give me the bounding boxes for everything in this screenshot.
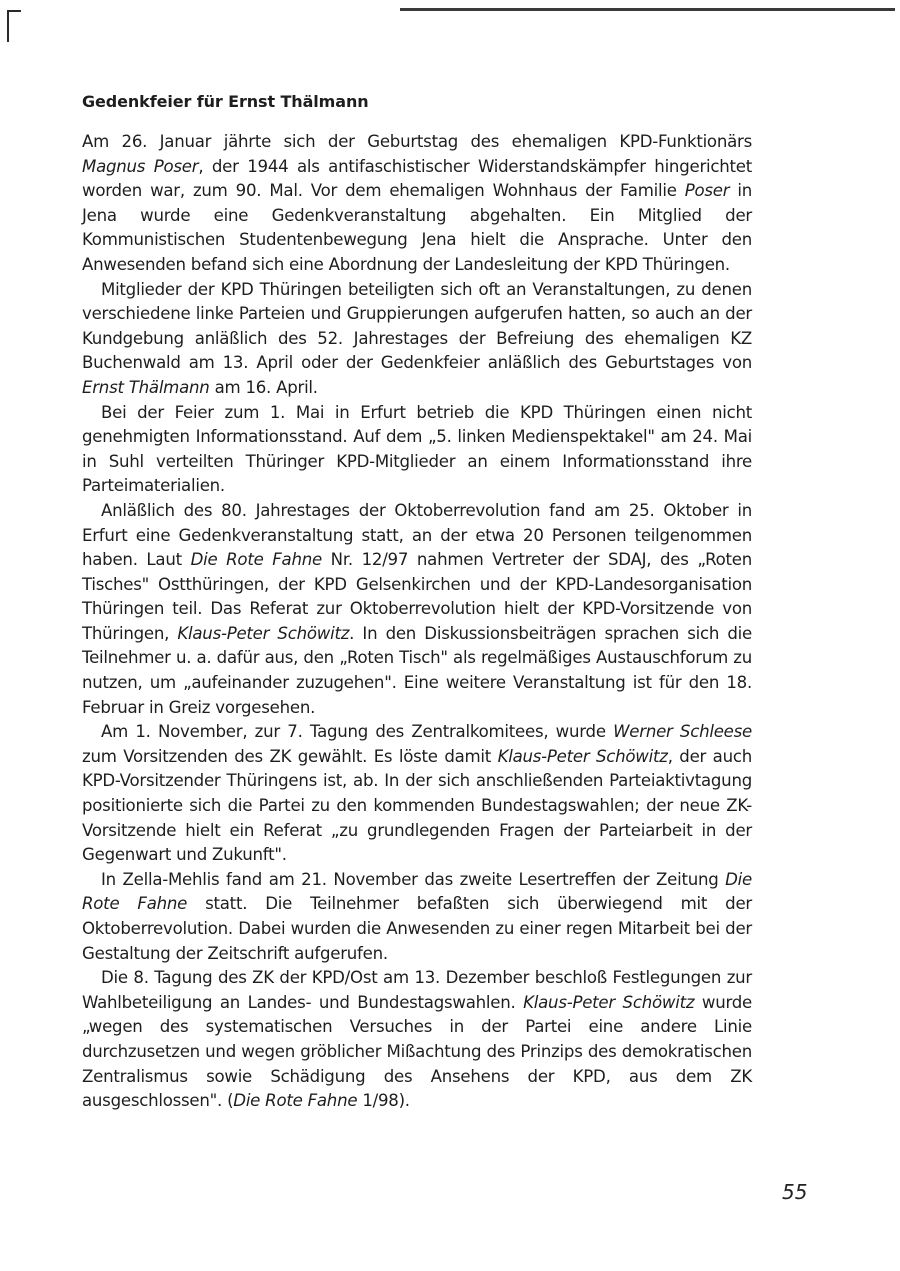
text-run: Mitglieder der KPD Thüringen beteiligten sich oft an Veranstaltungen, zu denen verschiedene linke Parteien und Gruppierungen aufgerufen hatten, so auch an der Kundgebung anläßlich des 52. Jahrestages der Befreiung des ehemaligen KZ Buchenwald am 13. April oder der Gedenkfeier anläßlich des Geburtstages von <box>82 279 752 373</box>
paragraph <box>82 868 752 966</box>
italic-name: Ernst Thälmann <box>82 377 210 397</box>
italic-name: Die Rote Fahne <box>82 869 752 914</box>
text-run: , der 1944 als antifaschistischer Widerstandskämpfer hingerichtet worden war, zum 90. Mal. Vor dem ehemaligen Wohnhaus der Familie <box>82 156 752 201</box>
italic-name: Klaus-Peter Schöwitz <box>177 623 350 643</box>
italic-name: Die Rote Fahne <box>190 550 322 570</box>
paragraph <box>82 278 752 401</box>
text-run: Bei der Feier zum 1. Mai in Erfurt betrieb die KPD Thüringen einen nicht genehmigten Informationsstand. Auf dem „5. linken Medienspektakel" am 24. Mai in Suhl verteilten Thüringer KPD-Mitglieder an einem Informationsstand ihre Parteimaterialien. <box>82 402 752 496</box>
italic-name: Magnus Poser <box>82 156 199 176</box>
text-run: zum Vorsitzenden des ZK gewählt. Es löste damit <box>82 746 498 766</box>
paragraph <box>82 499 752 720</box>
italic-name: Werner Schleese <box>613 722 752 742</box>
text-run: in Jena wurde eine Gedenkveranstaltung abgehalten. Ein Mitglied der Kommunistischen Studentenbewegung Jena hielt die Ansprache. Unter den Anwesenden befand sich eine Abordnung der Landesleitung der KPD Thüringen. <box>82 181 752 274</box>
text-run: Die 8. Tagung des ZK der KPD/Ost am 13. Dezember beschloß Festlegungen zur Wahlbeteiligung an Landes- und Bundestagswahlen. <box>82 968 752 1012</box>
text-run: statt. Die Teilnehmer befaßten sich überwiegend mit der Oktoberrevolution. Dabei wurden die Anwesenden zu einer regen Mitarbeit bei der Gestaltung der Zeitschrift aufgerufen. <box>82 894 752 963</box>
paragraph <box>82 401 752 499</box>
text-run: In Zella-Mehlis fand am 21. November das zweite Lesertreffen der Zeitung <box>101 869 726 889</box>
italic-name: Klaus-Peter Schöwitz <box>497 746 668 766</box>
text-run: Am 1. November, zur 7. Tagung des Zentralkomitees, wurde <box>101 722 614 742</box>
text-run: Nr. 12/97 nahmen Vertreter der SDAJ, des „Roten Tisches" Ostthüringen, der KPD Gelsenkirchen und der KPD-Landesorganisation Thüringen teil. Das Referat zur Oktoberrevolution hielt der KPD-Vorsitzende von Thüringen, <box>82 550 752 643</box>
page-number: 55 <box>782 1180 808 1204</box>
italic-name: Poser <box>684 181 730 201</box>
text-run: . In den Diskussionsbeiträgen sprachen sich die Teilnehmer u. a. dafür aus, den „Roten Tisch" als regelmäßiges Austauschforum zu nutzen, um „aufeinander zuzugehen". Eine weitere Veranstaltung ist für den 18. Februar in Greiz vorgesehen. <box>82 623 753 717</box>
text-run: 1/98). <box>357 1091 410 1111</box>
paragraph <box>82 720 752 868</box>
italic-name: Klaus-Peter Schöwitz <box>523 992 695 1012</box>
crop-mark <box>7 10 9 42</box>
text-run: wurde „wegen des systematischen Versuches in der Partei eine andere Linie durchzusetzen und wegen gröblicher Mißachtung des Prinzips des demokratischen Zentralismus sowie Schädigung des Ansehens der KPD, aus dem ZK ausgeschlossen". ( <box>82 992 752 1111</box>
crop-mark <box>7 10 21 12</box>
section-heading: Gedenkfeier für Ernst Thälmann <box>82 92 369 111</box>
paragraph <box>82 130 752 278</box>
text-run: am 16. April. <box>209 377 318 397</box>
body-text <box>82 130 752 1114</box>
text-run: Am 26. Januar jährte sich der Geburtstag des ehemaligen KPD-Funktionärs <box>82 132 752 151</box>
text-run: Anläßlich des 80. Jahrestages der Oktoberrevolution fand am 25. Oktober in Erfurt eine Gedenkveranstaltung statt, an der etwa 20 Personen teilgenommen haben. Laut <box>82 500 752 570</box>
top-rule <box>400 8 895 11</box>
text-run: , der auch KPD-Vorsitzender Thüringens ist, ab. In der sich anschließenden Parteiaktivtagung positionierte sich die Partei zu den kommenden Bundestagswahlen; der neue ZK-Vorsitzende hielt ein Referat „zu grundlegenden Fragen der Parteiarbeit in der Gegenwart und Zukunft". <box>82 746 752 865</box>
italic-name: Die Rote Fahne <box>233 1091 358 1111</box>
page-content <box>82 90 752 1114</box>
paragraph <box>82 966 752 1114</box>
